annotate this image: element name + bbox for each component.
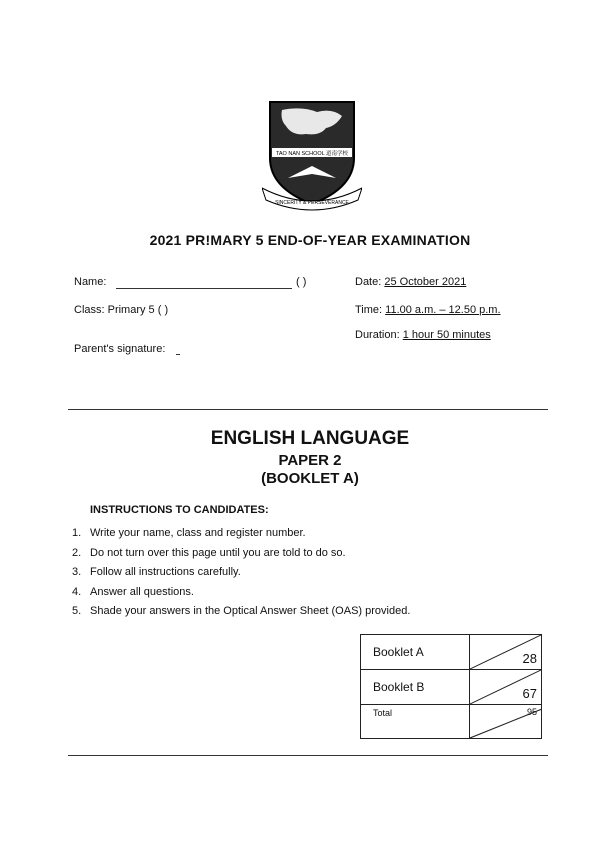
parent-signature-label: Parent's signature: [74,343,166,355]
score-table [360,634,542,739]
instruction-item: 3. Follow all instructions carefully. [72,566,241,578]
date-value: 25 October 2021 [384,276,467,288]
score-label: Total [361,705,470,739]
booklet-label: (BOOKLET A) [261,470,359,487]
instruction-item: 4. Answer all questions. [72,585,194,598]
score-label: Booklet A [361,635,470,670]
name-line[interactable] [116,288,292,289]
score-cell [470,705,542,739]
duration-label: Duration: 1 hour 50 minutes [355,329,491,341]
score-value: 67 [522,686,537,701]
instructions-heading: INSTRUCTIONS TO CANDIDATES: [90,504,269,516]
duration-value: 1 hour 50 minutes [402,329,491,341]
name-label: Name: [74,276,107,288]
divider-top [68,409,548,410]
exam-title: 2021 PR!MARY 5 END-OF-YEAR EXAMINATION [149,232,471,248]
table-row [361,705,542,739]
class-label: Class: Primary 5 ( ) [74,304,169,316]
school-crest-icon [262,96,362,214]
score-cell [470,670,542,705]
score-value: 95 [526,707,537,717]
score-cell [470,635,542,670]
register-number-paren[interactable]: ( ) [296,276,307,288]
table-row [361,670,542,705]
crest-school-name: TAO NAN SCHOOL 道南学校 [275,151,349,157]
crest-motto: SINCERITY & PERSEVERANCE [275,200,349,206]
divider-bottom [68,755,548,756]
time-value: 11.00 a.m. – 12.50 p.m. [385,304,501,316]
score-label: Booklet B [361,670,470,705]
table-row [361,635,542,670]
instruction-item: 2. Do not turn over this page until you are told to do so. [72,546,346,559]
subject-title: ENGLISH LANGUAGE [210,428,410,449]
signature-line[interactable] [176,354,180,355]
time-label: Time: 11.00 a.m. – 12.50 p.m. [355,304,501,316]
instruction-item: 5. Shade your answers in the Optical Answer Sheet (OAS) provided. [72,605,411,617]
instructions-list [72,524,410,622]
paper-number: PAPER 2 [278,452,342,469]
score-value: 28 [522,651,537,666]
instruction-item: 1. Write your name, class and register number. [72,527,306,539]
date-label: Date: 25 October 2021 [355,276,467,288]
